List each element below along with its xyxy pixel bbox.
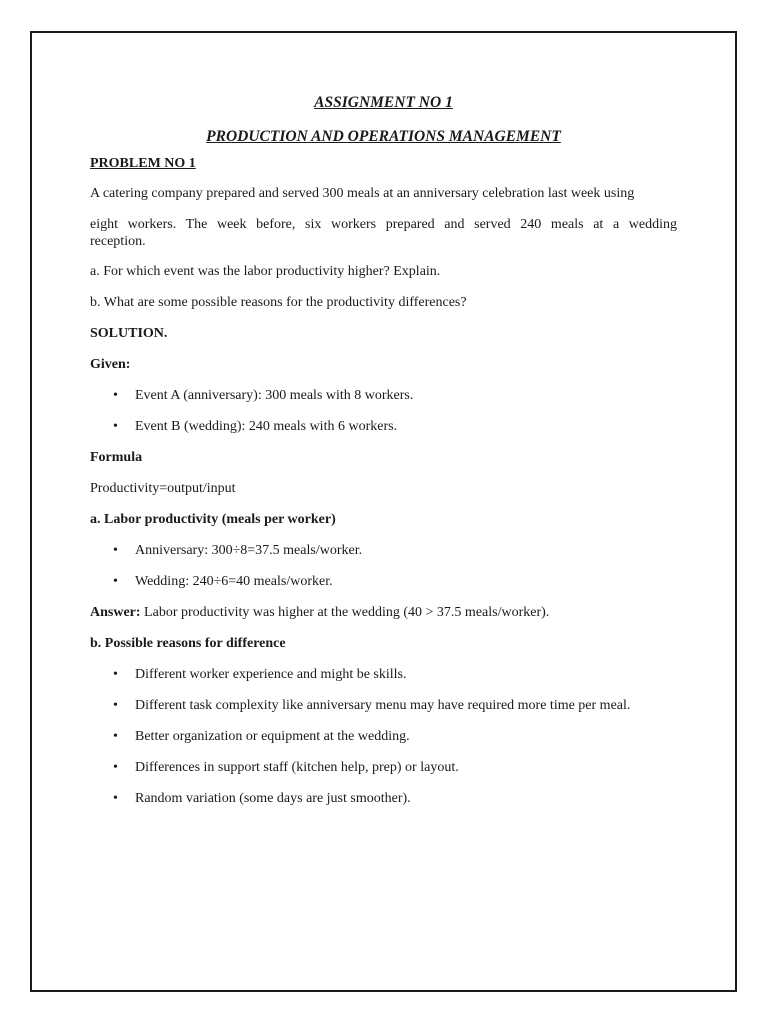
list-item-text: Anniversary: 300÷8=37.5 meals/worker. — [135, 543, 363, 558]
list-item — [90, 387, 677, 405]
question-b: b. What are some possible reasons for the productivity differences? — [90, 295, 467, 310]
answer-line — [90, 604, 677, 622]
formula-heading: Formula — [90, 450, 143, 465]
list-item — [90, 666, 677, 684]
part-a-heading: a. Labor productivity (meals per worker) — [90, 512, 336, 527]
bullet-icon: • — [113, 388, 118, 403]
formula-text: Productivity=output/input — [90, 481, 236, 496]
problem-statement-line1: A catering company prepared and served 300 meals at an anniversary celebration last week using — [90, 186, 635, 201]
list-item — [90, 573, 677, 591]
list-item-text: Better organization or equipment at the wedding. — [135, 729, 410, 744]
list-item — [90, 418, 677, 436]
list-item — [90, 728, 677, 746]
part-b-heading: b. Possible reasons for difference — [90, 636, 286, 651]
bullet-icon: • — [113, 791, 118, 806]
bullet-icon: • — [113, 698, 118, 713]
list-item — [90, 790, 677, 808]
answer-label: Answer: — [90, 605, 141, 620]
list-item-text: Wedding: 240÷6=40 meals/worker. — [135, 574, 333, 589]
given-heading: Given: — [90, 357, 131, 372]
document-body — [90, 88, 677, 808]
problem-statement-line2 — [90, 216, 677, 250]
list-item-text: Random variation (some days are just smoother). — [135, 791, 411, 806]
list-item — [90, 542, 677, 560]
bullet-icon: • — [113, 574, 118, 589]
solution-heading: SOLUTION. — [90, 326, 168, 341]
list-item-text: Event B (wedding): 240 meals with 6 workers. — [135, 419, 398, 434]
course-title: PRODUCTION AND OPERATIONS MANAGEMENT — [206, 128, 561, 145]
answer-text: Labor productivity was higher at the wedding (40 > 37.5 meals/worker). — [140, 605, 550, 620]
list-item — [90, 697, 677, 715]
bullet-icon: • — [113, 760, 118, 775]
part-b-list — [90, 666, 677, 808]
list-item-text: Different worker experience and might be skills. — [135, 667, 407, 682]
problem-statement-line2a: eight workers. The week before, six workers prepared and served 240 meals at a wedding — [90, 217, 677, 232]
list-item-text: Different task complexity like anniversary menu may have required more time per meal. — [135, 698, 631, 713]
part-a-list — [90, 542, 677, 591]
bullet-icon: • — [113, 729, 118, 744]
bullet-icon: • — [113, 667, 118, 682]
bullet-icon: • — [113, 419, 118, 434]
question-a: a. For which event was the labor productivity higher? Explain. — [90, 264, 441, 279]
list-item — [90, 759, 677, 777]
bullet-icon: • — [113, 543, 118, 558]
problem-statement-line2b: reception. — [90, 234, 146, 249]
given-list — [90, 387, 677, 436]
assignment-title: ASSIGNMENT NO 1 — [314, 94, 453, 111]
problem-heading: PROBLEM NO 1 — [90, 156, 196, 171]
list-item-text: Event A (anniversary): 300 meals with 8 workers. — [135, 388, 414, 403]
list-item-text: Differences in support staff (kitchen help, prep) or layout. — [135, 760, 459, 775]
